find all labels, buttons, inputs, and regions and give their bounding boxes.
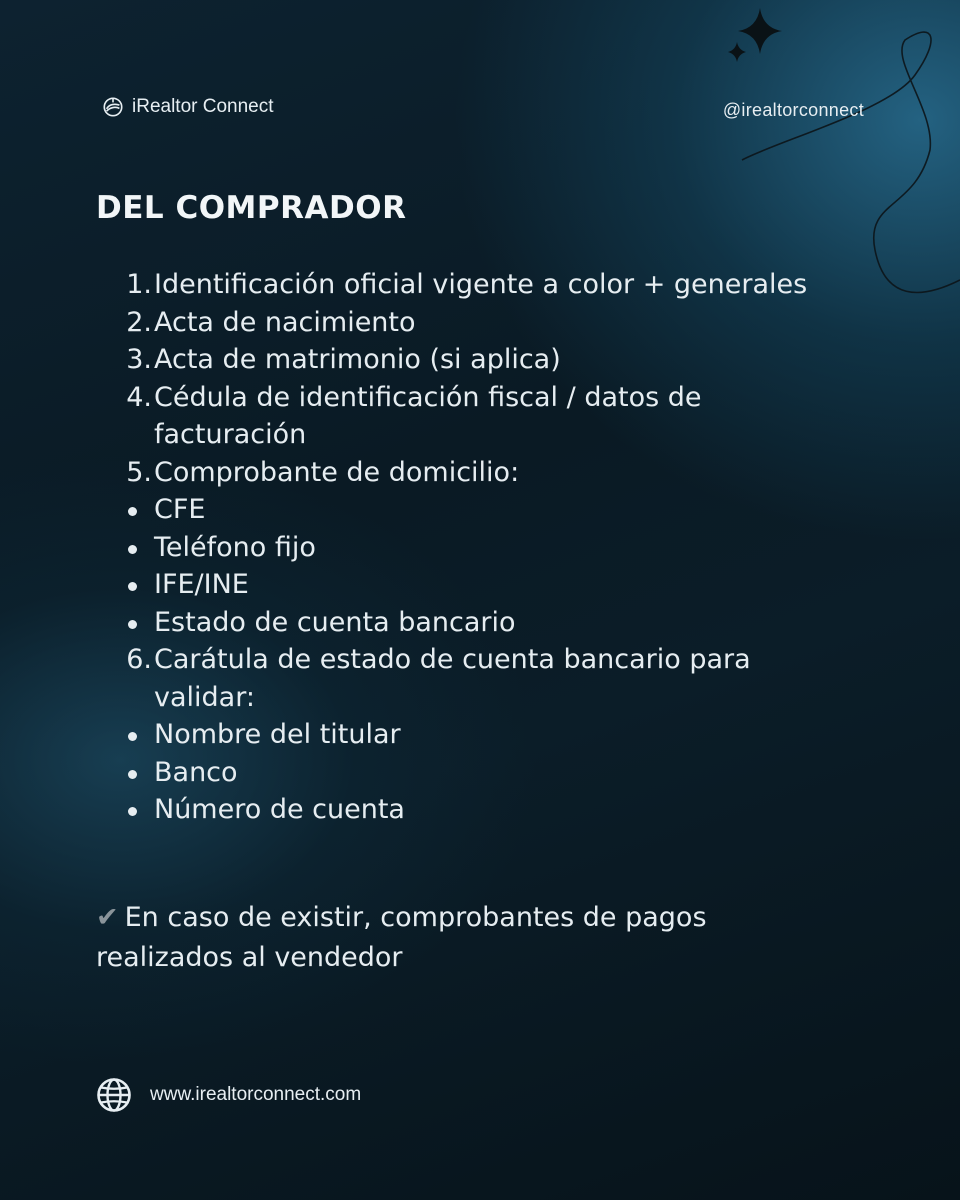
brand <box>102 96 274 118</box>
bullet-item <box>120 566 840 604</box>
note-text: En caso de existir, comprobantes de pagos realizados al vendedor <box>96 902 707 973</box>
social-handle: @irealtorconnect <box>722 100 864 120</box>
list-number: 3. <box>126 344 152 375</box>
list-item <box>120 379 840 454</box>
list-item <box>120 454 840 492</box>
list-item-text: Carátula de estado de cuenta bancario para validar: <box>154 644 751 713</box>
note <box>96 898 816 978</box>
list-item-text: Acta de nacimiento <box>154 306 416 338</box>
bullet-item-text: IFE/INE <box>154 569 249 600</box>
bullet-item <box>120 754 840 792</box>
sparkle-large-icon <box>738 8 782 54</box>
list-item-text: Comprobante de domicilio: <box>154 456 520 488</box>
list-number: 4. <box>126 381 152 413</box>
bullet-item-text: Estado de cuenta bancario <box>154 606 516 638</box>
bullet-item-text: CFE <box>154 494 206 525</box>
bullet-item <box>120 791 840 829</box>
list-item-text: Cédula de identificación fiscal / datos de facturación <box>154 381 702 450</box>
bullet-icon <box>120 529 154 566</box>
bullet-item-text: Banco <box>154 756 238 788</box>
list-item <box>120 266 840 304</box>
list-number: 1. <box>126 269 152 300</box>
bullet-item <box>120 529 840 567</box>
bullet-icon <box>120 716 154 753</box>
website-link[interactable]: www.irealtorconnect.com <box>150 1084 362 1105</box>
bullet-icon <box>120 491 154 528</box>
brand-logo-icon <box>102 96 124 118</box>
list-number: 2. <box>126 306 152 338</box>
brand-name: iRealtor Connect <box>132 96 274 117</box>
list-item-text: Identificación oficial vigente a color + generales <box>154 269 808 300</box>
bullet-item <box>120 491 840 529</box>
sparkle-small-icon <box>728 42 746 62</box>
list-item-text: Acta de matrimonio (si aplica) <box>154 344 561 375</box>
list-number: 5. <box>126 456 152 488</box>
list-item <box>120 641 840 716</box>
bullet-icon <box>120 791 154 828</box>
footer <box>96 1077 361 1113</box>
bullet-item-text: Teléfono fijo <box>154 531 316 563</box>
check-icon: ✔ <box>96 902 119 933</box>
list-item <box>120 304 840 342</box>
bullet-icon <box>120 754 154 791</box>
bullet-item <box>120 716 840 754</box>
bullet-icon <box>120 566 154 603</box>
decorative-curve <box>742 32 960 292</box>
requirements-list <box>120 266 840 829</box>
globe-icon <box>96 1077 132 1113</box>
bullet-icon <box>120 604 154 641</box>
bullet-item <box>120 604 840 642</box>
section-title: DEL COMPRADOR <box>96 190 407 226</box>
bullet-item-text: Número de cuenta <box>154 794 405 825</box>
list-number: 6. <box>126 644 152 675</box>
list-item <box>120 341 840 379</box>
bullet-item-text: Nombre del titular <box>154 719 401 750</box>
